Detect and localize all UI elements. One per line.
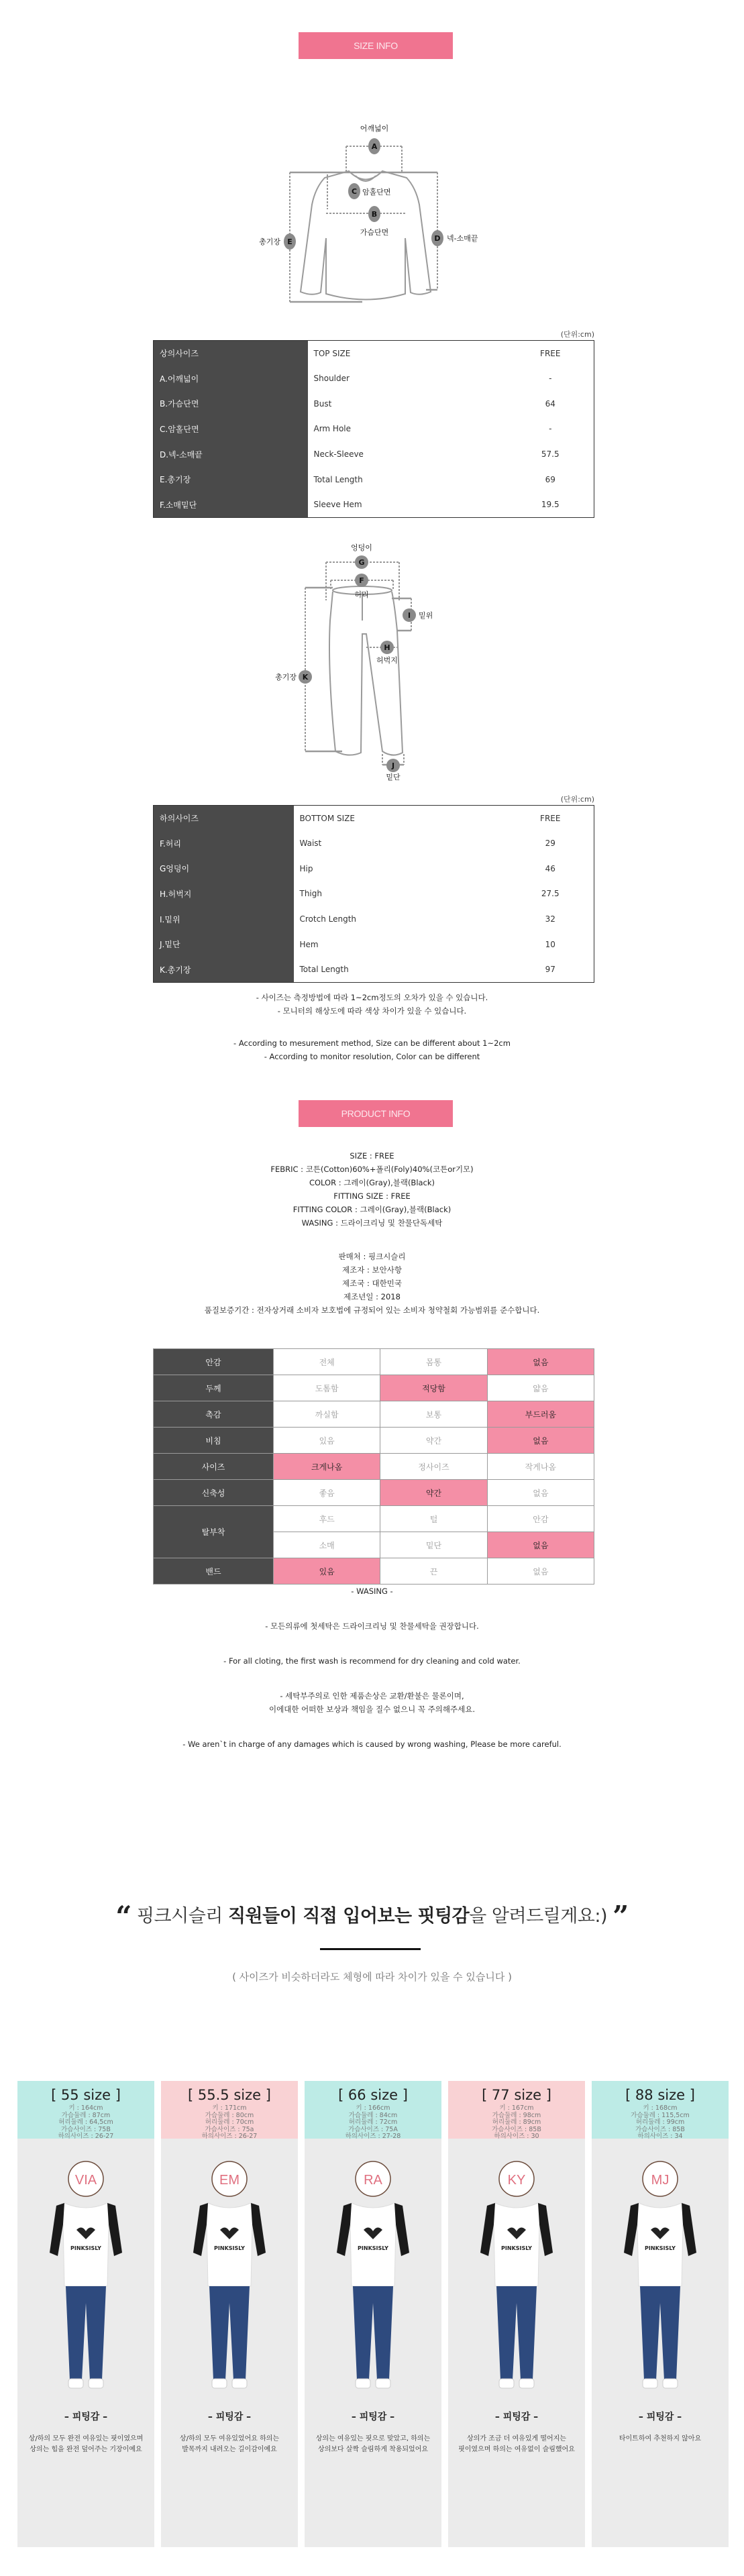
model-card [17, 2081, 154, 2547]
feature-row [154, 1454, 594, 1480]
legal-line: 품질보증기간 : 전자상거래 소비자 보호법에 규정되어 있는 소비자 청약철회 가능범위를 준수합니다. [204, 1305, 540, 1315]
open-quote-icon: “ [115, 1900, 131, 1933]
letter-h: H [384, 643, 390, 652]
feature-option: 도톰함 [274, 1375, 380, 1401]
feature-option: 약간 [380, 1480, 487, 1506]
label-total-length: 총기장 [259, 237, 280, 246]
fit-description [448, 2434, 585, 2455]
row-key: I.밑위 [154, 906, 294, 932]
bottom-size-table [153, 805, 594, 983]
label-bust: 가슴단면 [360, 228, 389, 237]
fit-label: – 피팅감 – [64, 2412, 108, 2422]
close-quote-icon: ” [613, 1900, 629, 1933]
model-stat: 가슴사이즈 : 85B [492, 2125, 541, 2133]
headline-emphasis: 직원들이 직접 입어보는 핏팅감 [227, 1906, 470, 1927]
fitting-headline [0, 1900, 744, 1933]
row-value: 97 [545, 965, 555, 975]
model-stat: 하의사이즈 : 26-27 [58, 2133, 114, 2140]
size-table-row [154, 932, 594, 957]
fit-description [592, 2434, 729, 2445]
size-table-row [154, 467, 594, 492]
feature-option: 없음 [487, 1349, 594, 1375]
size-info-banner: SIZE INFO [299, 32, 453, 59]
model-photo [448, 2139, 585, 2400]
letter-k: K [302, 673, 309, 682]
letter-j: J [391, 761, 395, 770]
letter-i: I [407, 611, 411, 620]
fit-description [305, 2434, 441, 2455]
row-value: FREE [540, 813, 561, 823]
feature-label: 두께 [154, 1375, 274, 1401]
row-value: 69 [545, 474, 555, 484]
row-name: Total Length [313, 474, 363, 484]
fit-desc-line: 상/하의 모두 여유있었어요 하의는 [179, 2435, 280, 2443]
letter-e: E [287, 237, 293, 246]
size-table-row [154, 856, 594, 881]
model-name: RA [364, 2173, 382, 2188]
feature-label: 밴드 [154, 1558, 274, 1585]
shirt-print: PINKSISLY [358, 2245, 388, 2251]
label-armhole: 암홀단면 [362, 188, 391, 197]
fitting-subtitle: ( 사이즈가 비슷하더라도 체형에 따라 차이가 있을 수 있습니다 ) [232, 1971, 512, 1983]
note-line: - According to monitor resolution, Color can be different [264, 1052, 480, 1061]
feature-row [154, 1349, 594, 1375]
model-stat: 허리둘레 : 72cm [348, 2118, 398, 2126]
model-card [448, 2081, 585, 2547]
model-figure [193, 2161, 266, 2388]
feature-option: 없음 [487, 1428, 594, 1454]
row-key: J.밑단 [154, 932, 294, 957]
size-table-row [154, 391, 594, 417]
feature-label: 사이즈 [154, 1454, 274, 1480]
row-value: 27.5 [541, 889, 560, 899]
model-card [305, 2081, 441, 2547]
feature-row [154, 1558, 594, 1585]
fit-label: – 피팅감 – [494, 2412, 539, 2422]
model-name: VIA [74, 2173, 97, 2188]
letter-a: A [371, 142, 378, 151]
model-stat: 하의사이즈 : 34 [637, 2133, 683, 2140]
feature-option: 약간 [380, 1428, 487, 1454]
model-stat: 가슴사이즈 : 75A [348, 2125, 398, 2133]
feature-option: 털 [380, 1506, 487, 1532]
headline-divider [320, 1948, 421, 1950]
legal-line: 제조자 : 보안사항 [342, 1265, 402, 1275]
row-key: H.허벅지 [154, 881, 294, 907]
label-crotch: 밑위 [419, 611, 433, 620]
model-stat: 가슴둘레 : 98cm [492, 2111, 541, 2119]
row-name: Neck-Sleeve [313, 449, 364, 460]
fit-desc-line: 상의는 여유있는 핏으로 맞았고, 하의는 [315, 2435, 431, 2443]
washing-title: - WASING - [351, 1587, 393, 1596]
feature-label: 비침 [154, 1428, 274, 1454]
model-stat: 가슴둘레 : 84cm [348, 2111, 398, 2119]
spec-line: SIZE : FREE [350, 1151, 394, 1161]
model-stat: 키 : 166cm [356, 2104, 390, 2112]
feature-option: 없음 [487, 1558, 594, 1585]
feature-row [154, 1480, 594, 1506]
feature-option: 몸통 [380, 1349, 487, 1375]
model-name: MJ [651, 2173, 670, 2188]
feature-row [154, 1428, 594, 1454]
shirt-print: PINKSISLY [645, 2245, 676, 2251]
size-table-row [154, 441, 594, 467]
washing-line: - 모든의류에 첫세탁은 드라이크리닝 및 찬물세탁을 권장합니다. [265, 1621, 479, 1631]
feature-option: 전체 [274, 1349, 380, 1375]
feature-row [154, 1401, 594, 1428]
model-stat: 하의사이즈 : 27-28 [345, 2133, 401, 2140]
feature-label: 촉감 [154, 1401, 274, 1428]
feature-option: 끈 [380, 1558, 487, 1585]
size-table-row [154, 830, 594, 856]
feature-option: 크게나옴 [274, 1454, 380, 1480]
row-key: A.어깨넓이 [154, 366, 308, 391]
product-legal [0, 1250, 744, 1317]
spec-line: FITTING SIZE : FREE [333, 1191, 411, 1201]
label-thigh: 허벅지 [376, 656, 398, 665]
model-size: [ 77 size ] [482, 2087, 551, 2103]
row-name: Thigh [299, 889, 322, 899]
model-stat: 키 : 167cm [499, 2104, 534, 2112]
fit-desc-line: 상의보다 살짝 슬림하게 착용되었어요 [317, 2446, 429, 2453]
spec-line: FITTING COLOR : 그레이(Gray),블랙(Black) [293, 1205, 451, 1214]
model-photo [161, 2139, 298, 2400]
model-stat: 가슴사이즈 : 85B [635, 2125, 685, 2133]
size-table-row [154, 492, 594, 518]
row-value: 29 [545, 839, 555, 849]
row-value: - [549, 424, 552, 434]
letter-b: B [371, 210, 378, 219]
row-key: K.총기장 [154, 957, 294, 983]
size-table-row [154, 806, 594, 831]
feature-option: 밑단 [380, 1532, 487, 1558]
headline-brand: 핑크시슬리 [136, 1906, 228, 1927]
label-hip: 엉덩이 [351, 543, 372, 552]
size-table-row [154, 906, 594, 932]
note-line: - 모니터의 해상도에 따라 색상 차이가 있을 수 있습니다. [277, 1006, 467, 1016]
fit-desc-line: 상의는 힙을 완전 덮어주는 기장이예요 [30, 2446, 142, 2453]
feature-option: 작게나옴 [487, 1454, 594, 1480]
headline-end: 을 알려드릴게요:) [469, 1906, 608, 1927]
model-stat: 하의사이즈 : 26-27 [201, 2133, 258, 2140]
model-card [592, 2081, 729, 2547]
bottom-measurement-diagram [275, 537, 476, 771]
feature-option: 보통 [380, 1401, 487, 1428]
model-photo [592, 2139, 729, 2400]
model-stat: 허리둘레 : 89cm [492, 2118, 541, 2126]
row-name: BOTTOM SIZE [299, 813, 355, 823]
row-name: Hip [299, 863, 313, 873]
model-size-header [17, 2081, 154, 2139]
fit-description [161, 2434, 298, 2455]
legal-line: 판매처 : 핑크시슬리 [338, 1252, 406, 1261]
top-table-unit: (단위:cm) [560, 330, 594, 339]
row-value: 32 [545, 914, 555, 924]
size-table-row [154, 341, 594, 366]
feature-row [154, 1506, 594, 1532]
spec-line: FEBRIC : 코튼(Cotton)60%+폴리(Foly)40%(코튼or기모) [270, 1165, 474, 1174]
feature-option: 있음 [274, 1558, 380, 1585]
size-table-row [154, 881, 594, 907]
feature-option: 후드 [274, 1506, 380, 1532]
fit-label: – 피팅감 – [207, 2412, 252, 2422]
legal-line: 제조국 : 대한민국 [342, 1279, 402, 1288]
model-size-header [305, 2081, 441, 2139]
fit-desc-line: 상/하의 모두 완전 여유있는 핏이였으며 [28, 2435, 144, 2443]
product-specs [0, 1149, 744, 1230]
washing-line: - We aren`t in charge of any damages which is caused by wrong washing, Please be more careful. [182, 1739, 562, 1749]
washing-line: 이에대한 어떠한 보상과 책임을 질수 없으니 꼭 주의해주세요. [269, 1705, 475, 1714]
label-hem: 밑단 [386, 773, 401, 782]
feature-row [154, 1375, 594, 1401]
letter-f: F [359, 576, 364, 585]
fit-desc-line: 상의가 조금 더 여유있게 떨어지는 [467, 2435, 566, 2443]
row-key: D.넥-소매끝 [154, 441, 308, 467]
shirt-print: PINKSISLY [501, 2245, 532, 2251]
fit-desc-line: 타이트하여 추천하지 않아요 [619, 2435, 702, 2443]
row-value: 46 [545, 863, 555, 873]
model-stat: 하의사이즈 : 30 [494, 2133, 539, 2140]
model-stat: 허리둘레 : 70cm [205, 2118, 254, 2126]
model-size: [ 66 size ] [338, 2087, 408, 2103]
row-key: B.가슴단면 [154, 391, 308, 417]
feature-label: 신축성 [154, 1480, 274, 1506]
fit-desc-line: 핏이였으며 하의는 여유없이 슬림했어요 [458, 2446, 575, 2453]
row-key: 상의사이즈 [154, 341, 308, 366]
model-size: [ 55.5 size ] [188, 2087, 271, 2103]
top-size-table [153, 340, 594, 518]
fit-label: – 피팅감 – [351, 2412, 395, 2422]
model-photo [17, 2139, 154, 2400]
label-shoulder: 어깨넓이 [360, 124, 389, 133]
row-value: 57.5 [541, 449, 560, 460]
spec-line: COLOR : 그레이(Gray),블랙(Black) [309, 1178, 435, 1187]
product-feature-table [153, 1348, 594, 1585]
washing-section [0, 1585, 744, 1751]
letter-c: C [351, 187, 358, 196]
row-name: Hem [299, 939, 319, 949]
model-figure [50, 2161, 122, 2388]
row-key: F.소매밑단 [154, 492, 308, 518]
washing-line: - For all cloting, the first wash is recommend for dry cleaning and cold water. [223, 1656, 521, 1666]
row-value: 19.5 [541, 500, 560, 510]
size-notes [0, 991, 744, 1063]
shirt-print: PINKSISLY [214, 2245, 245, 2251]
feature-option: 있음 [274, 1428, 380, 1454]
model-stat: 키 : 168cm [643, 2104, 678, 2112]
fit-description [17, 2434, 154, 2455]
product-info-banner: PRODUCT INFO [299, 1100, 453, 1127]
model-stat: 허리둘레 : 99cm [635, 2118, 685, 2126]
letter-g: G [358, 558, 365, 567]
note-line: - According to mesurement method, Size can be different about 1~2cm [233, 1038, 511, 1048]
feature-option: 정사이즈 [380, 1454, 487, 1480]
row-name: TOP SIZE [313, 348, 351, 358]
feature-option: 부드러움 [487, 1401, 594, 1428]
feature-label: 탈부착 [154, 1506, 274, 1558]
row-key: 하의사이즈 [154, 806, 294, 831]
fit-desc-line: 발목까지 내려오는 길이감이예요 [182, 2446, 277, 2453]
label-neck-sleeve: 넥-소매끝 [447, 234, 478, 243]
fit-label: – 피팅감 – [638, 2412, 682, 2422]
model-photo [305, 2139, 441, 2400]
model-size-header [448, 2081, 585, 2139]
size-table-row [154, 366, 594, 391]
model-figure [337, 2161, 409, 2388]
row-value: 10 [545, 939, 555, 949]
model-size: [ 55 size ] [51, 2087, 121, 2103]
row-name: Crotch Length [299, 914, 357, 924]
washing-line: - 세탁부주의로 인한 제품손상은 교환/환불은 물론이며, [280, 1691, 464, 1701]
top-measurement-diagram [255, 114, 490, 302]
model-figure [480, 2161, 553, 2388]
feature-option: 얇음 [487, 1375, 594, 1401]
row-name: Sleeve Hem [313, 500, 362, 510]
model-stat: 키 : 164cm [68, 2104, 103, 2112]
feature-option: 좋음 [274, 1480, 380, 1506]
row-name: Total Length [299, 965, 349, 975]
feature-option: 없음 [487, 1480, 594, 1506]
feature-label: 안감 [154, 1349, 274, 1375]
row-value: 64 [545, 398, 555, 409]
note-line: - 사이즈는 측정방법에 따라 1~2cm정도의 오차가 있을 수 있습니다. [256, 993, 488, 1002]
spec-line: WASING : 드라이크리닝 및 찬물단독세탁 [301, 1218, 443, 1228]
size-table-row [154, 417, 594, 442]
model-stat: 키 : 171cm [212, 2104, 247, 2112]
row-key: C.암홀단면 [154, 417, 308, 442]
row-key: F.허리 [154, 830, 294, 856]
model-stat: 허리둘레 : 64,5cm [58, 2118, 113, 2126]
model-name: EM [219, 2173, 240, 2188]
row-key: G엉덩이 [154, 856, 294, 881]
model-size-header [592, 2081, 729, 2139]
feature-option: 없음 [487, 1532, 594, 1558]
model-stat: 가슴사이즈 : 75a [205, 2125, 254, 2133]
model-size: [ 88 size ] [625, 2087, 695, 2103]
label-waist: 허리 [354, 590, 369, 599]
row-name: Waist [299, 839, 322, 849]
row-name: Bust [313, 398, 332, 409]
feature-option: 소매 [274, 1532, 380, 1558]
row-value: FREE [540, 348, 561, 358]
legal-line: 제조년일 : 2018 [343, 1292, 401, 1301]
bottom-table-unit: (단위:cm) [560, 795, 594, 804]
row-key: E.총기장 [154, 467, 308, 492]
row-value: - [549, 374, 552, 384]
model-stat: 가슴사이즈 : 75B [61, 2125, 111, 2133]
model-stat: 가슴둘레 : 80cm [205, 2111, 254, 2119]
row-name: Shoulder [313, 374, 350, 384]
model-name: KY [507, 2173, 526, 2188]
shirt-print: PINKSISLY [70, 2245, 101, 2251]
model-figure [624, 2161, 696, 2388]
model-card [161, 2081, 298, 2547]
label-total-length-bottom: 총기장 [275, 673, 297, 682]
row-name: Arm Hole [313, 424, 352, 434]
model-stat: 가슴둘레 : 115,5cm [631, 2111, 690, 2119]
size-table-row [154, 957, 594, 983]
feature-option: 적당함 [380, 1375, 487, 1401]
model-stat: 가슴둘레 : 87cm [61, 2111, 111, 2119]
model-size-header [161, 2081, 298, 2139]
feature-option: 까실함 [274, 1401, 380, 1428]
letter-d: D [434, 234, 441, 243]
feature-option: 안감 [487, 1506, 594, 1532]
